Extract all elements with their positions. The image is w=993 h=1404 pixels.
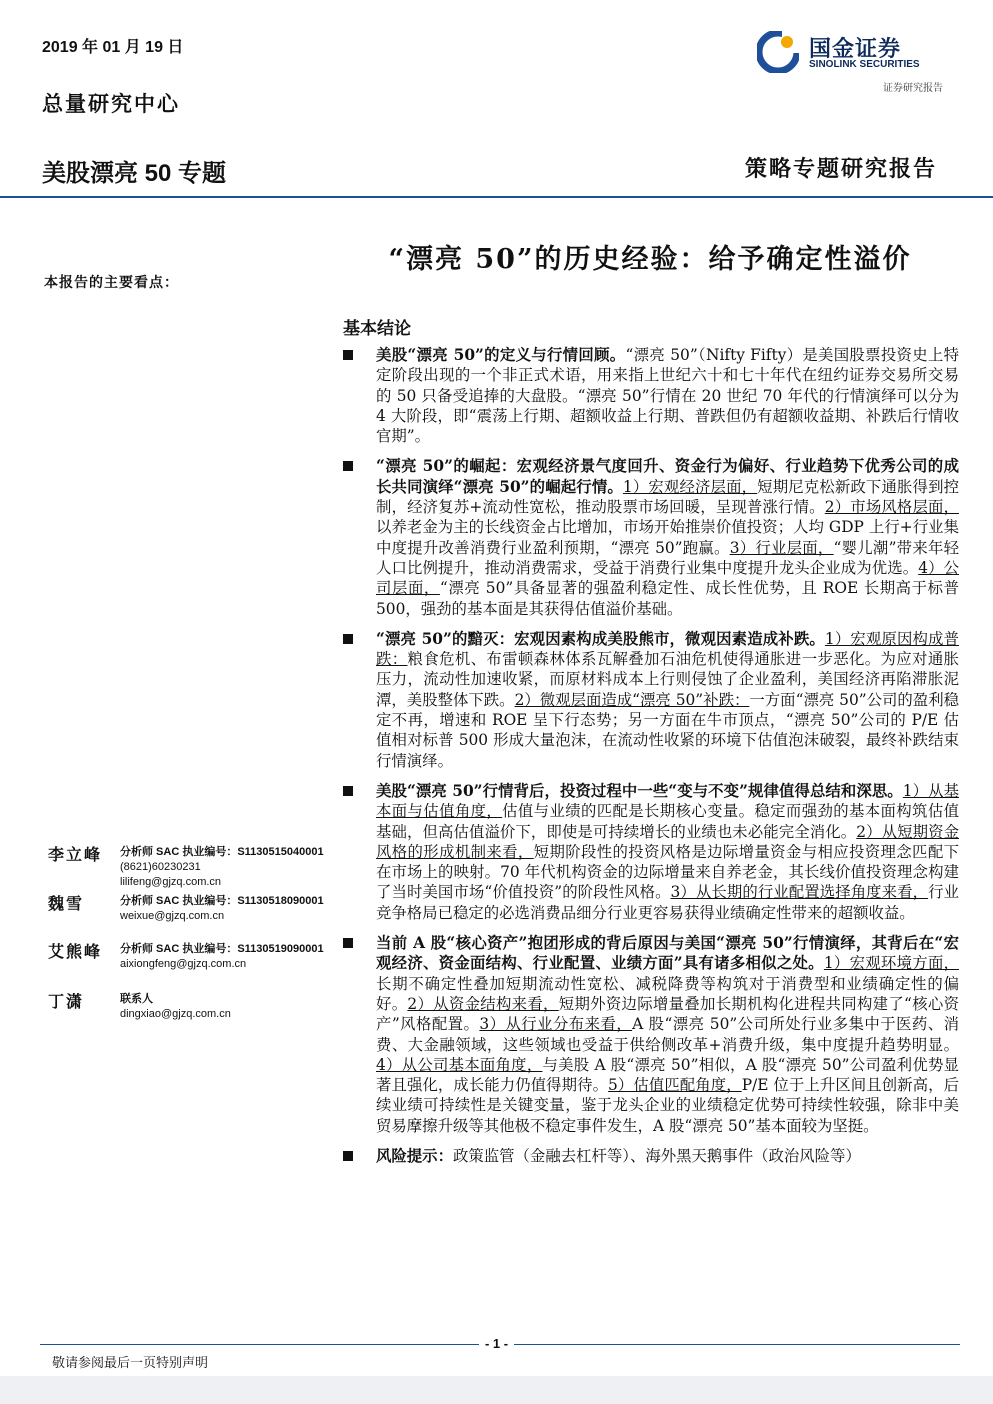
conclusion-item xyxy=(343,629,959,771)
analyst-role: 联系人 xyxy=(120,993,153,1005)
report-topic: 美股漂亮 50 专题 xyxy=(42,160,227,187)
brand-name-en: SINOLINK SECURITIES xyxy=(809,59,920,70)
conclusion-item xyxy=(343,1146,959,1166)
analyst-name: 艾熊峰 xyxy=(48,942,103,961)
conclusion-lead: 当前 A 股“核心资产”抱团形成的背后原因与美国“漂亮 50”行情演绎，其背后在“宏观经济、资金面结构、行业配置、业绩方面”具有诸多相似之处。 xyxy=(376,934,959,973)
conclusion-list xyxy=(343,345,959,1176)
conclusion-subhead: 2）市场风格层面， xyxy=(824,498,959,517)
research-center: 总量研究中心 xyxy=(42,91,180,116)
analyst-list xyxy=(48,842,338,1037)
conclusion-text: 与美股 A 股“漂亮 50”相似，A 股“漂亮 50”公司盈利优势显著且强化，成长能力仍值得期待。 xyxy=(376,1055,959,1095)
conclusion-subhead: 2）从资金结构来看， xyxy=(407,994,559,1013)
conclusion-subhead: 1）从基本面与估值角度， xyxy=(376,781,960,821)
conclusion-item xyxy=(343,781,959,923)
bullet-square-icon xyxy=(343,350,353,360)
header-divider xyxy=(0,196,993,198)
conclusion-heading: 基本结论 xyxy=(343,319,411,339)
conclusion-item xyxy=(343,345,959,446)
conclusion-subhead: 5）估值匹配角度， xyxy=(608,1076,742,1095)
conclusion-item xyxy=(343,456,959,618)
bullet-square-icon xyxy=(343,786,353,796)
conclusion-subhead: 3）从长期的行业配置选择角度来看， xyxy=(670,883,929,902)
analyst-entry xyxy=(48,891,338,939)
conclusion-text: “漂亮 50”具备显著的强盈利稳定性、成长性优势，且 ROE 长期高于标普 500，强劲的基本面是其获得估值溢价基础。 xyxy=(376,579,959,618)
analyst-name: 李立峰 xyxy=(48,845,103,864)
analyst-info xyxy=(120,845,324,890)
bullet-square-icon xyxy=(343,461,353,471)
analyst-info xyxy=(120,992,231,1022)
analyst-role: 分析师 SAC 执业编号：S1130518090001 xyxy=(120,895,324,907)
sinolink-logo-icon xyxy=(757,31,799,73)
conclusion-lead: 风险提示： xyxy=(376,1146,453,1165)
brand-name-cn: 国金证券 xyxy=(809,37,902,62)
analyst-email[interactable]: lilifeng@gjzq.com.cn xyxy=(120,876,222,888)
conclusion-item xyxy=(343,933,959,1136)
conclusion-text: 长期不确定性叠加短期流动性宽松、减税降费等构筑对于消费型和业绩确定性的偏好。 xyxy=(376,974,959,1013)
conclusion-text: 短期阶段性的投资风格是边际增量资金与相应投资理念匹配下在市场上的映射。70 年代机构资金的边际增量来自养老金，其长线价值投资理念构建了当时美国市场“价值投资”的阶段性风格。 xyxy=(376,842,959,902)
brand-subtitle: 证券研究报告 xyxy=(883,83,943,94)
conclusion-subhead: 1）宏观经济层面， xyxy=(622,477,758,496)
conclusion-lead: 美股“漂亮 50”行情背后，投资过程中一些“变与不变”规律值得总结和深思。 xyxy=(376,781,903,800)
report-type: 策略专题研究报告 xyxy=(744,156,937,182)
analyst-info xyxy=(120,894,324,924)
analyst-name: 丁潇 xyxy=(48,992,85,1011)
conclusion-subhead: 2）微观层面造成“漂亮 50”补跌： xyxy=(514,690,750,709)
conclusion-subhead: 1）宏观原因构成普跌： xyxy=(376,629,959,669)
conclusion-lead: “漂亮 50”的黯灭：宏观因素构成美股熊市，微观因素造成补跌。 xyxy=(376,629,825,648)
analyst-entry xyxy=(48,842,338,891)
conclusion-subhead: 3）从行业分布来看， xyxy=(479,1015,633,1034)
conclusion-text: 短期尼克松新政下通胀得到控制，经济复苏+流动性宽松，推动股票市场回暖，呈现普涨行情。 xyxy=(376,477,959,517)
analyst-role: 分析师 SAC 执业编号：S1130515040001 xyxy=(120,846,324,858)
bullet-square-icon xyxy=(343,1151,353,1161)
conclusion-text: 估值与业绩的匹配是长期核心变量。稳定而强劲的基本面构筑估值基础，但高估值溢价下，即使是可持续增长的业绩也未必能完全消化。 xyxy=(376,802,959,841)
conclusion-text: “漂亮 50”（Nifty Fifty）是美国股票投资史上特定阶段出现的一个非正式术语，用来指上世纪六十和七十年代在纽约证券交易所交易的 50 只备受追捧的大盘股。“漂亮 50”行情在 20 世纪 70 年代的行情演绎可以分为 4 大阶段，即“震荡上行期、超额收益上行期、普跌但仍有超额收益期、补跌后行情收官期”。 xyxy=(376,346,959,446)
analyst-email[interactable]: dingxiao@gjzq.com.cn xyxy=(120,1008,231,1020)
analyst-phone: (8621)60230231 xyxy=(120,861,201,873)
disclaimer-notice: 敬请参阅最后一页特别声明 xyxy=(52,1356,209,1371)
analyst-entry xyxy=(48,989,338,1037)
conclusion-text: 行业竞争格局已稳定的必选消费品细分行业更容易获得业绩确定性带来的超额收益。 xyxy=(376,883,959,922)
conclusion-text: 一方面“漂亮 50”公司的盈利稳定不再，增速和 ROE 呈下行态势；另一方面在牛市顶点，“漂亮 50”公司的 P/E 估值相对标普 500 形成大量泡沫，在流动性收紧的环境下估值泡沫破裂，最终补跌结束行情演绎。 xyxy=(376,690,959,770)
conclusion-text: 短期外资边际增量叠加长期机构化进程共同构建了“核心资产”风格配置。 xyxy=(376,994,959,1034)
bullet-square-icon xyxy=(343,938,353,948)
page-number-text: - 1 - xyxy=(479,1336,514,1351)
analyst-info xyxy=(120,942,324,972)
bottom-band xyxy=(0,1376,993,1404)
conclusion-subhead: 4）公司层面， xyxy=(376,558,959,598)
conclusion-lead: 美股“漂亮 50”的定义与行情回顾。 xyxy=(376,346,626,364)
key-points-label: 本报告的主要看点： xyxy=(44,275,179,291)
conclusion-text: P/E 位于上升区间且创新高，后续业绩可持续性是关键变量，鉴于龙头企业的业绩稳定优势可持续性较强，除非中美贸易摩擦升级等其他极不稳定事件发生，A 股“漂亮 50”基本面较为坚挺。 xyxy=(376,1076,959,1135)
analyst-email[interactable]: weixue@gjzq.com.cn xyxy=(120,910,225,922)
analyst-role: 分析师 SAC 执业编号：S1130519090001 xyxy=(120,943,324,955)
conclusion-text: 政策监管（金融去杠杆等）、海外黑天鹅事件（政治风险等） xyxy=(452,1146,861,1165)
report-date: 2019 年 01 月 19 日 xyxy=(42,39,184,56)
conclusion-text: 以养老金为主的长线资金占比增加，市场开始推崇价值投资；人均 GDP 上行+行业集中度提升改善消费行业盈利预期，“漂亮 50”跑赢。 xyxy=(376,518,959,557)
conclusion-subhead: 3）行业层面， xyxy=(729,538,834,557)
analyst-email[interactable]: aixiongfeng@gjzq.com.cn xyxy=(120,958,247,970)
sinolink-logo xyxy=(757,30,943,78)
report-title: “漂亮 50”的历史经验：给予确定性溢价 xyxy=(388,244,912,275)
conclusion-text: 粮食危机、布雷顿森林体系瓦解叠加石油危机使得通胀进一步恶化。为应对通胀压力，流动性加速收紧，而原材料成本上行则侵蚀了企业盈利，美国经济再陷滞胀泥潭，美股整体下跌。 xyxy=(376,650,959,709)
bullet-square-icon xyxy=(343,634,353,644)
conclusion-subhead: 2）从短期资金风格的形成机制来看， xyxy=(376,822,959,861)
conclusion-text: “婴儿潮”带来年轻人口比例提升，推动消费需求，受益于消费行业集中度提升龙头企业成为优选。 xyxy=(376,538,959,577)
conclusion-subhead: 1）宏观环境方面， xyxy=(823,954,959,973)
conclusion-text: A 股“漂亮 50”公司所处行业多集中于医药、消费、大金融领域，这些领域也受益于供给侧改革+消费升级，集中度提升趋势明显。 xyxy=(376,1015,959,1054)
page-number xyxy=(0,1336,993,1351)
conclusion-lead: “漂亮 50”的崛起：宏观经济景气度回升、资金行为偏好、行业趋势下优秀公司的成长共同演绎“漂亮 50”的崛起行情。 xyxy=(376,457,959,496)
analyst-name: 魏雪 xyxy=(48,894,85,913)
analyst-entry xyxy=(48,939,338,989)
conclusion-subhead: 4）从公司基本面角度， xyxy=(376,1055,543,1074)
